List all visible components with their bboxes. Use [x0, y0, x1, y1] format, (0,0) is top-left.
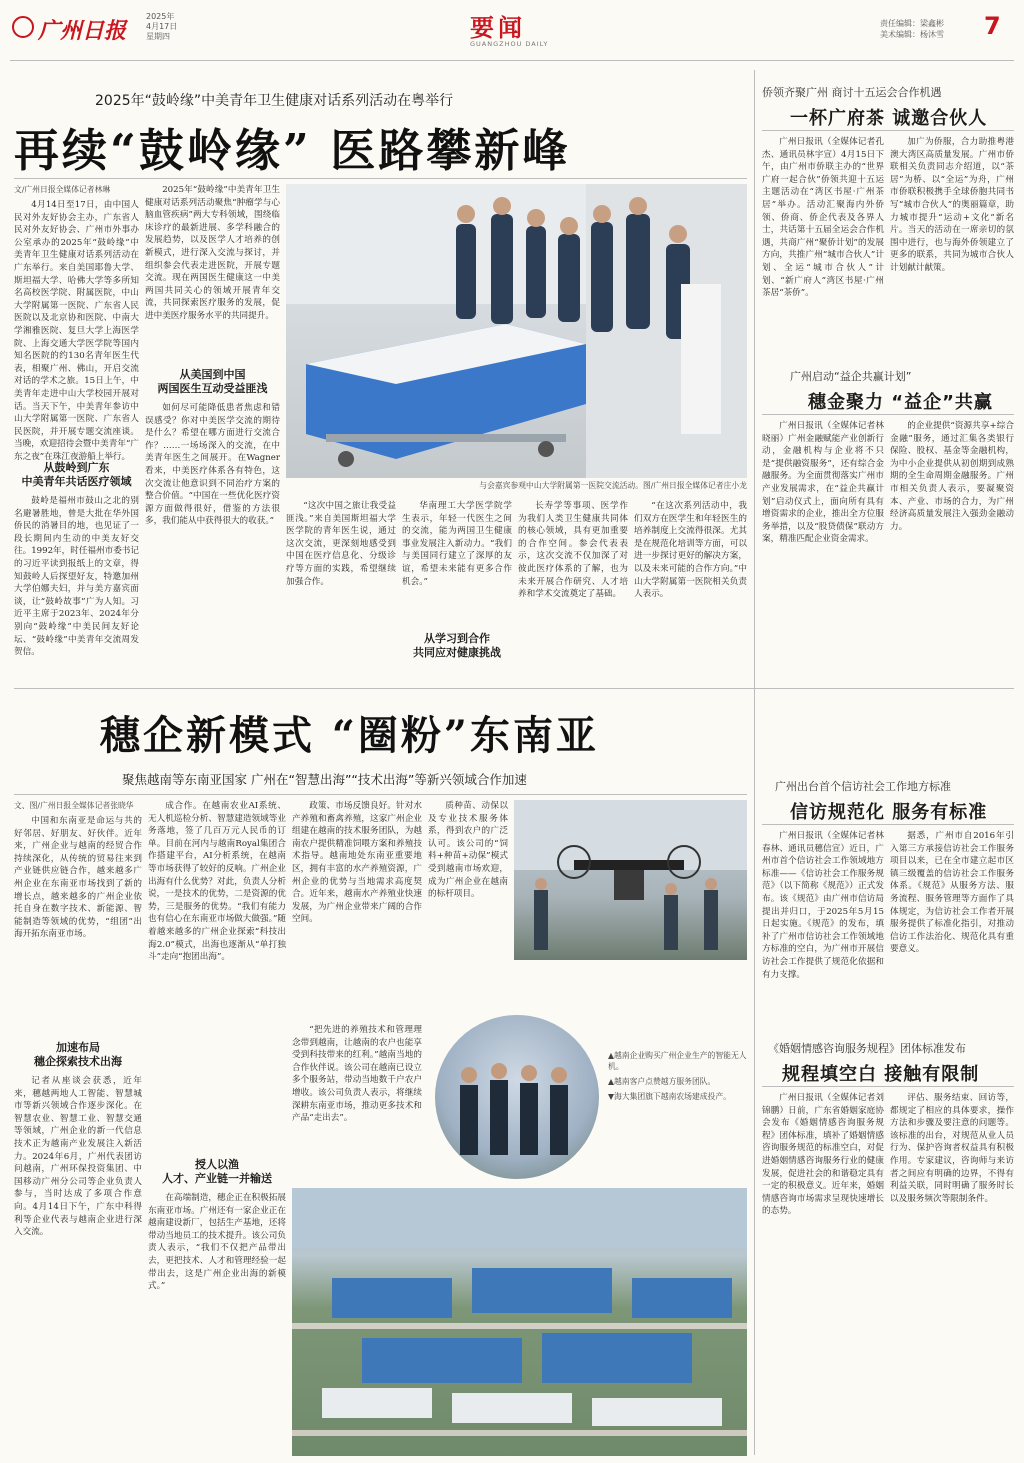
- story1-body-2b: 如何尽可能降低患者焦虑和错误感受？你对中美医学交流的期待是什么？希望在哪方面进行交流合作？……一场场深入的交流，在中美青年医生之间展开。在Wagner看来，中美医疗体系各有特色，这次交流让他意识到不同治疗方案的整合价值。“中国在一些优化医疗资源方面做得很好，借鉴的方法很多，我们能从中获得很大的收获。”: [145, 403, 280, 527]
- story2-body-3: 政策、市场反馈良好。针对水产养殖和畜禽养殖，这家广州企业组建在越南的技术服务团队，为越南农户提供精准饲喂方案和养殖技术指导。越南地处东南亚重要地区，拥有丰富的水产养殖资源，广州企业的优势与当地需求高度契合。近年来，越南水产养殖业快速发展，为广州企业带来广阔的合作空间。: [292, 801, 422, 925]
- story1-body-6: “在这次系列活动中，我们双方在医学生和年轻医生的培养制度上交流得很深。尤其是在规范化培训等方面，可以进一步探讨更好的解决方案，以及未来可能的合作方向。”中山大学附属第一医院相关负责人表示。: [634, 501, 747, 600]
- drone-photo-image: [514, 800, 747, 960]
- page-number: 7: [984, 12, 1001, 40]
- side3-kicker: 《婚姻情感咨询服务规程》团体标准发布: [768, 1042, 966, 1055]
- story1-photo-image: [286, 184, 747, 478]
- story2-caption-1: ▲越南企业购买广州企业生产的智能无人机。: [608, 1051, 747, 1071]
- side2-rule: [762, 824, 1014, 825]
- story1-headline: 再续“鼓岭缘” 医路攀新峰: [14, 124, 571, 177]
- story2-captions: [608, 1050, 747, 1102]
- side3-body-b: 评估、服务结束、回访等，都规定了相应的具体要求，操作方法和步骤及要注意的问题等。该标准的出台，对规范从业人员行为、保护咨询者权益具有积极作用。专家建议，咨询师与来访者之间应有明确的边界，不得有利益关联，同时明确了服务时长以及服务频次等限制条件。: [890, 1093, 1014, 1204]
- story2-body-2: 成合作。在越南农业AI系统、无人机巡检分析、智慧建造领域等业务落地，签了几百万元人民币的订单。目前在河内与越南Royal集团合作搭建平台，AI分析系统，在越南等市场获得了较好的反响。广州企业出海有什么优势？对此，负责人分析说，一是技术的优势，二是资源的优势，三是服务的优势。“我们有能力也有信心在东南亚市场做大做强。”随着越来越多的广州企业探索“科技出海2.0”模式，出海也逐渐从“单打独斗”走向“抱团出海”。: [148, 801, 286, 963]
- story1-subhead-1b: 中美青年共话医疗领域: [21, 475, 132, 488]
- story1-body-3: “这次中国之旅让我受益匪浅。”来自美国斯坦福大学医学院的青年医生说，通过这次交流，更深刻地感受到中国在医疗信息化、分级诊疗等方面的实践，希望继续加强合作。: [286, 501, 396, 587]
- story1-body-2: 2025年“鼓岭缘”中美青年卫生健康对话系列活动聚焦“肿瘤学与心脑血管疾病”两大专科领域，围绕临床诊疗的最新进展、多学科融合的发展趋势，以及医学人才培养的创新模式，进行深入交流与探讨，并组织参会代表走进医院，开展专题交流。现在两国医生健康这一中美两国共同关心的领域开展青年交流，共同探索医疗服务的发展，促进中美医疗服务水平的共同提升。: [145, 185, 280, 321]
- side1-body-d: 的企业提供“资源共享+综合金融”服务，通过汇集各类银行保险、股权、基金等金融机构，为中小企业提供从初创期到成熟期的全生命周期金融服务。广州市相关负责人表示，要凝聚资本、产业、市场的合力，为广州经济高质量发展注入强劲金融动力。: [890, 421, 1014, 532]
- group-photo-image: [435, 1015, 599, 1179]
- story2-column-3: [292, 800, 422, 1220]
- story1-kicker: 2025年“鼓岭缘”中美青年卫生健康对话系列活动在粤举行: [95, 93, 454, 109]
- story2-column-2: [148, 800, 286, 1456]
- story2-body-4: 质种苗、动保以及专业技术服务体系，得到农户的广泛认可。该公司的“饲料+种苗+动保”模式受到越南市场欢迎，成为广州企业在越南的标杆项目。: [428, 801, 508, 900]
- story1-subhead-2: 从美国到中国: [179, 368, 246, 381]
- story2-subtitle: 聚焦越南等东南亚国家 广州在“智慧出海”“技术出海”等新兴领域合作加速: [122, 772, 527, 787]
- story1-body-1b: 鼓岭是福州市鼓山之北的别名避暑胜地，曾是大批在华外国侨民的消暑目的地，也见证了一段长期间内生动的中美友好交往。1992年，时任福州市委书记的习近平读到报纸上的文章，得知鼓岭人后探望好友，特邀加州大学伯娜夫妇，并与美方嘉宾面谈，让“鼓岭故事”广为人知。习近平主席于2023年、2024年分别向“鼓岭缘”中美民间友好论坛、“鼓岭缘”中美青年交流周发贺信。: [14, 496, 139, 658]
- logo-emblem-icon: [12, 16, 34, 38]
- side1-rule: [762, 130, 1014, 131]
- column-divider: [754, 70, 755, 1455]
- side2-title: 信访规范化 服务有标准: [790, 802, 988, 823]
- editor-credit: 责任编辑：梁鑫彬: [880, 19, 944, 28]
- side1-title-2: 穗金聚力 “益企”共赢: [808, 392, 993, 413]
- story2-body-3b: “把先进的养殖技术和管理理念带到越南，让越南的农户也能享受到科技带来的红利。”越南当地的合作伙伴说。该公司在越南已设立多个服务站，带动当地数千户农户增收。该公司负责人表示，将继续深耕东南亚市场，推动更多技术和产品“走出去”。: [292, 1025, 422, 1124]
- story2-photo-drone: [514, 800, 747, 960]
- story-separator: [14, 688, 1014, 689]
- story2-divider: [14, 794, 747, 795]
- side3-title: 规程填空白 接触有限制: [782, 1064, 980, 1085]
- masthead-rule: [10, 60, 1014, 61]
- date-block: [146, 12, 177, 42]
- section-title-en: GUANGZHOU DAILY: [470, 40, 549, 48]
- side3-body-a: 广州日报讯（全媒体记者刘锦鹏）日前，广东省婚姻家庭协会发布《婚姻情感咨询服务规程》团体标准，填补了婚姻情感咨询服务规范的标准空白，对促进婚姻情感咨询服务行业的健康发展，促进社会的和谐稳定具有一定的积极意义。近年来，婚姻情感咨询市场需求呈现快速增长的态势。: [762, 1093, 884, 1217]
- story1-subhead-3b: 共同应对健康挑战: [413, 646, 501, 659]
- side3-rule: [762, 1086, 1014, 1087]
- story2-photo-factory: [292, 1188, 747, 1456]
- story2-caption-3: ▼海大集团旗下越南农场建成投产。: [608, 1092, 731, 1101]
- section-title: 要闻: [470, 14, 526, 42]
- story2-body-2b: 在高端制造，穗企正在积极拓展东南亚市场。广州还有一家企业正在越南建设新厂，包括生产基地，还将带动当地员工的技术提升。该公司负责人表示，“我们不仅把产品带出去，更把技术、人才和管理经验一起带出去，这是广州企业出海的新模式。”: [148, 1193, 286, 1292]
- editor-credits: [880, 18, 944, 40]
- logo-text: 广州日报: [38, 18, 127, 44]
- side1-body-a: 广州日报讯（全媒体记者孔杰、通讯员林宇宣）4月15日下午，由广州市侨联主办的“世界广府一起合伙”侨领共迎十五运主题活动在“湾区书屋·广州茶居”举办。活动汇聚海内外侨领、侨商、侨企代表及各界人士，共话第十五届全运会合作机遇，共商广州“聚侨计划”的发展方向，共推广州“城市合伙人”计划、全运“城市合伙人”计划、“新广府人”湾区书屋·广州茶居“茶侨”。: [762, 137, 884, 299]
- story2-byline: 文、图/广州日报全媒体记者张晓华: [14, 801, 134, 810]
- side2-body-b: 据悉，广州市自2016年引入第三方承接信访社会工作服务项目以来，已在全市建立起市区镇三级覆盖的信访社会工作服务体系。《规范》从服务方法、服务流程、服务管理等方面作了具体规定，为信访社会工作者开展服务提供了标准化指引，对推动信访工作法治化、规范化具有重要意义。: [890, 831, 1014, 955]
- side2-body-a: 广州日报讯（全媒体记者林春林、通讯员穗信宣）近日，广州市首个信访社会工作领域地方标准——《信访社会工作服务规范》（以下简称《规范》）正式发布。该《规范》由广州市信访局提出并归口，于2025年5月15日起实施。《规范》的发布，填补了广州市信访社会工作领域地方标准的空白，为广州市开展信访社会工作提供了规范化依据和有力支撑。: [762, 831, 884, 980]
- side1-kicker: 侨领齐聚广州 商讨十五运会合作机遇: [762, 86, 942, 99]
- story2-column-1: [14, 800, 142, 1456]
- story2-subhead-1: 加速布局: [56, 1041, 100, 1054]
- story1-column-2: [145, 184, 280, 684]
- side1-body-c: 广州日报讯（全媒体记者林晓丽）广州金融赋能产业创新行动，金融机构与企业将不只是“提供融资服务”，还有综合金融服务。为全面贯彻落实广州市产业发展需求，在“益企共赢计划”启动仪式上，面向所有具有增资需求的企业，推出全方位服务举措，以及“股贷债保”联动方案，精准匹配企业资金需求。: [762, 421, 884, 545]
- story2-body-1: 中国和东南亚是命运与共的好邻居、好朋友、好伙伴。近年来，广州企业与越南的经贸合作持续深化，从传统的贸易往来到产业链供应链合作，越来越多广州企业在东南亚市场找到了新的增长点，越来越多的广州企业依托自身在数字技术、新能源、智能制造等领域的优势，“组团”出海开拓东南亚市场。: [14, 816, 142, 940]
- factory-photo-image: [292, 1188, 747, 1456]
- story2-body-1b: 记者从座谈会获悉，近年来，穗越两地人工智能、智慧城市等新兴领域合作逐步深化。在智慧农业、智慧工业、智慧交通等领域，广州企业的新一代信息技术正为越南产业发展注入新活力。2024年6月，广州代表团访问越南，广州环保投资集团、中国移动广州分公司等企业负责人参与，当时达成了多项合作意向。4月14日下午，广东中科得利等企业代表与越南企业进行深入交流。: [14, 1076, 142, 1238]
- story1-column-1: [14, 184, 139, 684]
- story2-subhead-1b: 穗企探索技术出海: [34, 1055, 122, 1068]
- side1-kicker-2: 广州启动“益企共赢计划”: [790, 370, 912, 383]
- side1-body-b: 加广为侨服，合力助推粤港澳大湾区高质量发展。广州市侨联相关负责同志介绍道，以“茶居”为桥、以“全运”为舟，广州市侨联积极携手全球侨胞共同书写“城市合伙人”的奥丽篇章，助力城市提升“运动+文化”新名片。当天的活动在一席亲切的氛围中进行，也与海外侨领建立了更多的联系，共同为城市合伙人计划献计献策。: [890, 137, 1014, 273]
- side1-title: 一杯广府茶 诚邀合伙人: [790, 108, 988, 129]
- story1-column-4: [402, 500, 512, 682]
- masthead: [0, 0, 1024, 64]
- story1-photo-caption: 与会嘉宾参观中山大学附属第一医院交流活动。图/广州日报全媒体记者庄小龙: [479, 481, 747, 490]
- story1-subhead-2b: 两国医生互动受益匪浅: [157, 382, 268, 395]
- story2-caption-2: ▲越南客户点赞越方服务团队。: [608, 1077, 716, 1086]
- story2-headline: 穗企新模式 “圈粉”东南亚: [100, 712, 599, 759]
- newspaper-logo: [12, 14, 132, 44]
- date-day: 4月17日: [146, 22, 178, 31]
- story1-subhead-3: 从学习到合作: [424, 632, 490, 645]
- date-weekday: 星期四: [146, 32, 170, 41]
- story1-byline: 文/广州日报全媒体记者林琳: [14, 185, 111, 194]
- story2-subhead-2: 授人以渔: [195, 1158, 239, 1171]
- story1-photo: [286, 184, 747, 478]
- side1-rule-2: [762, 414, 1014, 415]
- story1-body-5: 长寿学等事项、医学作为我们人类卫生健康共同体的核心领域，具有更加重要的合作空间。参会代表表示，这次交流不仅加深了对彼此医疗体系的了解，也为未来开展合作研究、人才培养和学术交流奠定了基础。: [518, 501, 628, 600]
- story1-body-4: 华南理工大学医学院学生表示，年轻一代医生之间的交流，能为两国卫生健康事业发展注入新动力。“我们与美国同行建立了深厚的友谊，希望未来能有更多合作机会。”: [402, 501, 512, 587]
- story1-divider: [14, 178, 747, 179]
- side2-kicker: 广州出台首个信访社会工作地方标准: [775, 780, 951, 793]
- designer-credit: 美术编辑：杨沐雪: [880, 30, 944, 39]
- date-year: 2025年: [146, 12, 175, 21]
- story2-subhead-2b: 人才、产业链一并输送: [162, 1172, 272, 1185]
- story1-subhead-1: 从鼓岭到广东: [43, 461, 110, 474]
- story1-body-1: 4月14日至17日，由中国人民对外友好协会主办，广东省人民对外友好协会、广州市外事办公室承办的2025年“鼓岭缘”中美青年卫生健康对话系列活动在广东举行。来自美国耶鲁大学、斯坦福大学、哈佛大学等多所知名高校医学院、附属医院，中山大学附属第一医院、广东省人民医院以及北京协和医院、中南大学湘雅医院、复旦大学上海医学院、上海交通大学医学院等国内知名医院的约130名青年医生代表，相聚广州、佛山，开启交流对话的学术之旅。15日上午，中美青年走进中山大学校园开展对话。当天下午，中美青年参访中山大学附属第一医院、广东省人民医院，并开展专题交流座谈。当晚，欢迎招待会暨中美青年“广东之夜”在珠江夜游船上举行。: [14, 200, 139, 462]
- story2-photo-group: [432, 1012, 602, 1182]
